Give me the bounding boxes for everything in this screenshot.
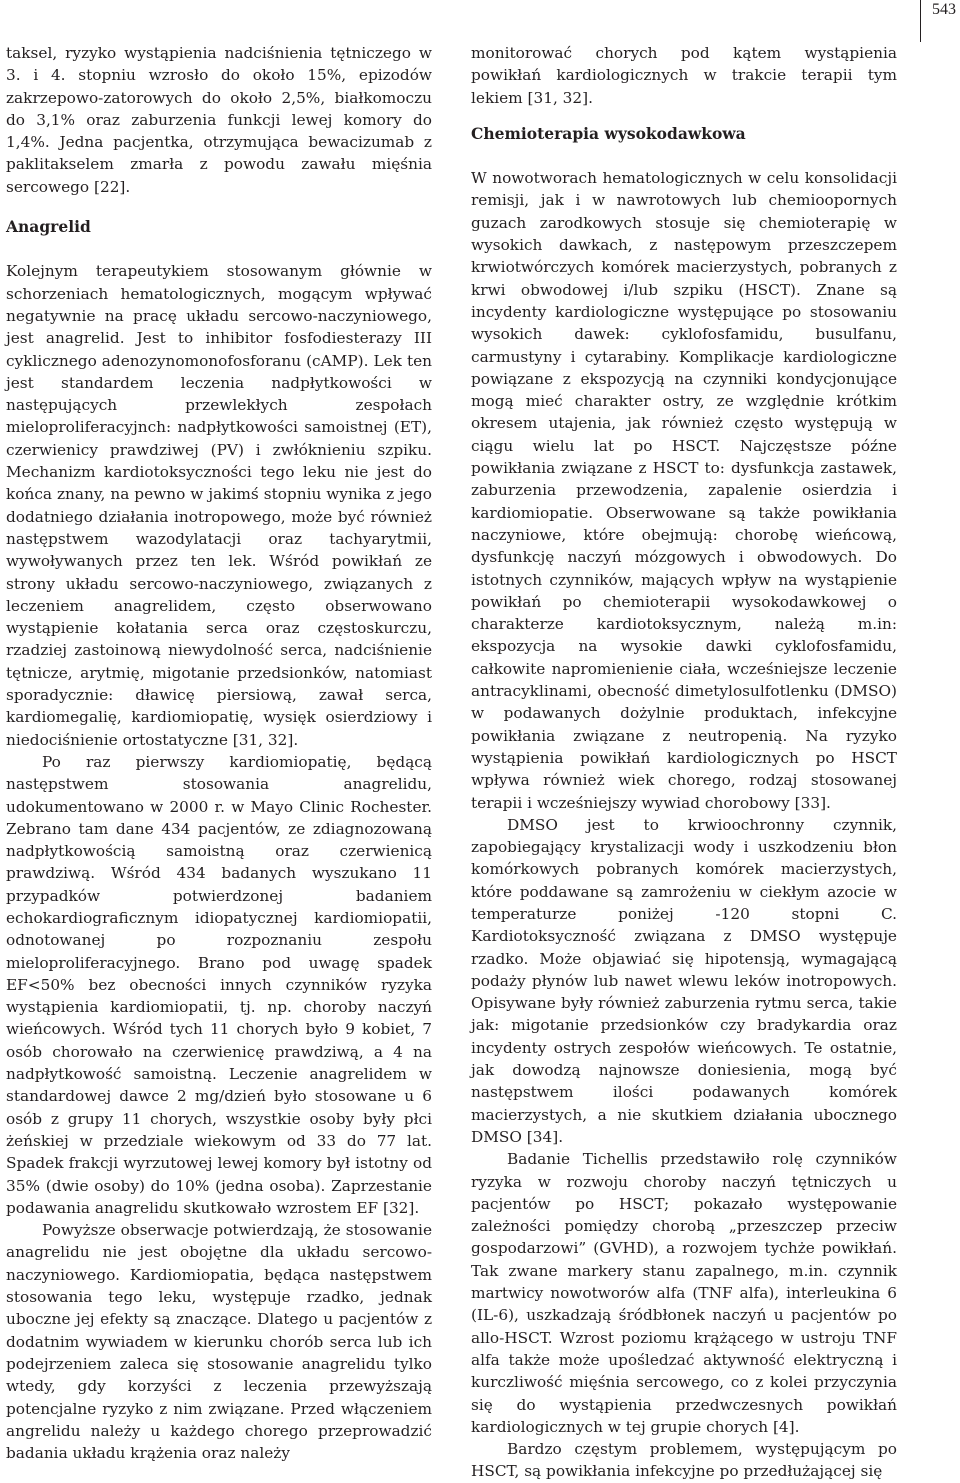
page-number-rule bbox=[920, 0, 921, 42]
left-column bbox=[6, 42, 432, 1464]
paragraph: monitorować chorych pod kątem wystąpienia powikłań kardiologicznych w trakcie terapii tym lekiem [31, 32]. bbox=[471, 44, 897, 107]
page-number: 543 bbox=[932, 1, 956, 18]
paragraph: Powyższe obserwacje potwierdzają, że stosowanie anagrelidu nie jest obojętne dla układu sercowo-naczyniowego. Kardiomiopatia, będąca następstwem stosowania tego leku, występuje rzadko, jednak uboczne jej efekty są znaczące. Dlatego u pacjentów z dodatnim wywiadem w kierunku chorób serca lub ich podejrzeniem zaleca się stosowanie anagrelidu tylko wtedy, gdy korzyści z leczenia przewyższają potencjalne ryzyko z nim związane. Przed włączeniem angrelidu należy u każdego chorego przeprowadzić badania układu krążenia oraz należy bbox=[6, 1221, 432, 1463]
paragraph: Badanie Tichellis przedstawiło rolę czynników ryzyka w rozwoju choroby naczyń tętniczych u pacjentów po HSCT; pokazało występowanie zależności pomiędzy chorobą „przeszczep przeciw gospodarzowi” (GVHD), a rozwojem tychże powikłań. Tak zwane markery stanu zapalnego, m.in. czynnik martwicy nowotworów alfa (TNF alfa), interleukina 6 (IL-6), uszkadzają śródbłonek naczyń u pacjentów po allo-HSCT. Wzrost poziomu krążącego w ustroju TNF alfa także może upośledzać aktywność elektryczną i kurczliwość mięśnia sercowego, co z kolei przyczynia się do wystąpienia przedwczesnych powikłań kardiologicznych w tej grupie chorych [4]. bbox=[471, 1150, 897, 1436]
section-heading-anagrelid: Anagrelid bbox=[6, 217, 91, 237]
paragraph: taksel, ryzyko wystąpienia nadciśnienia tętniczego w 3. i 4. stopniu wzrosło do około 15%, epizodów zakrzepowo-zatorowych do około 2,5%, białkomoczu do 3,1% oraz zaburzenia funkcji lewej komory do 1,4%. Jedna pacjentka, otrzymująca bewacizumab z paklitakselem zmarła z powodu zawału mięśnia sercowego [22]. bbox=[6, 44, 432, 196]
section-heading-chemioterapia: Chemioterapia wysokodawkowa bbox=[471, 123, 746, 143]
paragraph: Kolejnym terapeutykiem stosowanym głównie w schorzeniach hematologicznych, mogącym wpływać negatywnie na pracę układu sercowo-naczyniowego, jest anagrelid. Jest to inhibitor fosfodiesterazy III cyklicznego adenozynomonofosforanu (cAMP). Lek ten jest standardem leczenia nadpłytkowości w następujących przewlekłych zespołach mieloproliferacyjnch: nadpłytkowości samoistnej (ET), czerwienicy prawdziwej (PV) i zwłóknieniu szpiku. Mechanizm kardiotoksyczności tego leku nie jest do końca znany, na pewno w jakimś stopniu wynika z jego dodatniego działania inotropowego, może być również następstwem wazodylatacji oraz tachyarytmii, wywoływanych przez ten lek. Wśród powikłań ze strony układu sercowo-naczyniowego, związanych z leczeniem anagrelidem, często obserwowano wystąpienie kołatania serca oraz częstoskurczu, rzadziej zastoinową niewydolność serca, nadciśnienie tętnicze, arytmię, migotanie przedsionków, natomiast sporadycznie: dławicę piersiową, zawał serca, kardiomegalię, kardiomiopatię, wysięk osierdziowy i niedociśnienie ortostatyczne [31, 32]. bbox=[6, 262, 432, 749]
paragraph: Bardzo częstym problemem, występującym po HSCT, są powikłania infekcyjne po przedłużającej się bbox=[471, 1440, 897, 1481]
paragraph: DMSO jest to krwioochronny czynnik, zapobiegający krystalizacji wody i uszkodzeniu błon komórkowych pobranych komórek macierzystych, które poddawane są zamrożeniu w ciekłym azocie w temperaturze poniżej -120 stopni C. Kardiotoksyczność związana z DMSO występuje rzadko. Może objawiać się hipotensją, wymagającą podaży płynów lub nawet wlewu leków inotropowych. Opisywane były również zaburzenia rytmu serca, takie jak: migotanie przedsionków czy bradykardia oraz incydenty ostrych zespołów wieńcowych. Te ostatnie, jak dowodzą najnowsze doniesienia, mogą być następstwem ilości podawanych komórek macierzystych, a nie skutkiem działania ubocznego DMSO [34]. bbox=[471, 815, 897, 1146]
paragraph: Po raz pierwszy kardiomiopatię, będącą następstwem stosowania anagrelidu, udokumentowano w 2000 r. w Mayo Clinic Rochester. Zebrano tam dane 434 pacjentów, ze zdiagnozowaną nadpłytkowością samoistną oraz czerwienicą prawdziwą. Wśród 434 badanych wyszukano 11 przypadków potwierdzonej badaniem echokardiograficznym idiopatycznej kardiomiopatii, odnotowanej po rozpoznaniu zespołu mieloproliferacyjnego. Brano pod uwagę spadek EF<50% bez obecności innych czynników ryzyka wystąpienia kardiomiopatii, tj. np. choroby naczyń wieńcowych. Wśród tych 11 chorych było 9 kobiet, 7 osób chorowało na czerwienicę prawdziwą, a 4 na nadpłytkowość samoistną. Leczenie anagrelidem w standardowej dawce 2 mg/dzień było stosowane u 6 osób z grupy 11 chorych, wszystkie osoby były płci żeńskiej w przedziale wiekowym od 33 do 77 lat. Spadek frakcji wyrzutowej lewej komory był istotny od 35% (dwie osoby) do 10% (jedna osoba). Zaprzestanie podawania anagrelidu skutkowało wzrostem EF [32]. bbox=[6, 752, 432, 1217]
right-column bbox=[471, 42, 897, 1483]
paragraph: W nowotworach hematologicznych w celu konsolidacji remisji, jak i w nawrotowych lub chemioopornych guzach zarodkowych stosuje się chemioterapię w wysokich dawkach, z następowym przeszczepem krwiotwórczych komórek macierzystych, pobranych z krwi obwodowej i/lub szpiku (HSCT). Znane są incydenty kardiologiczne występujące po stosowaniu wysokich dawek: cyklofosfamidu, busulfanu, carmustyny i cytarabiny. Komplikacje kardiologiczne powiązane z ekspozycją na czynniki kondycjonujące mogą mieć charakter ostry, ze względnie krótkim okresem utajenia, jak również często występują w ciągu wielu lat po HSCT. Najczęstsze późne powikłania związane z HSCT to: dysfunkcja zastawek, zaburzenia przewodzenia, zapalenie osierdzia i kardiomiopatie. Obserwowane są także powikłania naczyniowe, które obejmują: chorobę wieńcową, dysfunkcję naczyń mózgowych i obwodowych. Do istotnych czynników, mających wpływ na wystąpienie powikłań po chemioterapii wysokodawkowej o charakterze kardiotoksycznym, należą m.in: ekspozycja na wysokie dawki cyklofosfamidu, całkowite napromienienie ciała, wcześniejsze leczenie antracyklinami, obecność dimetylosulfotlenku (DMSO) w podawanych dożylnie produktach, infekcyjne powikłania związane z neutropenią. Na ryzyko wystąpienia powikłań kardiologicznych po HSCT wpływa również wiek chorego, rodzaj stosowanej terapii i wcześniejszy wywiad chorobowy [33]. bbox=[471, 169, 897, 812]
